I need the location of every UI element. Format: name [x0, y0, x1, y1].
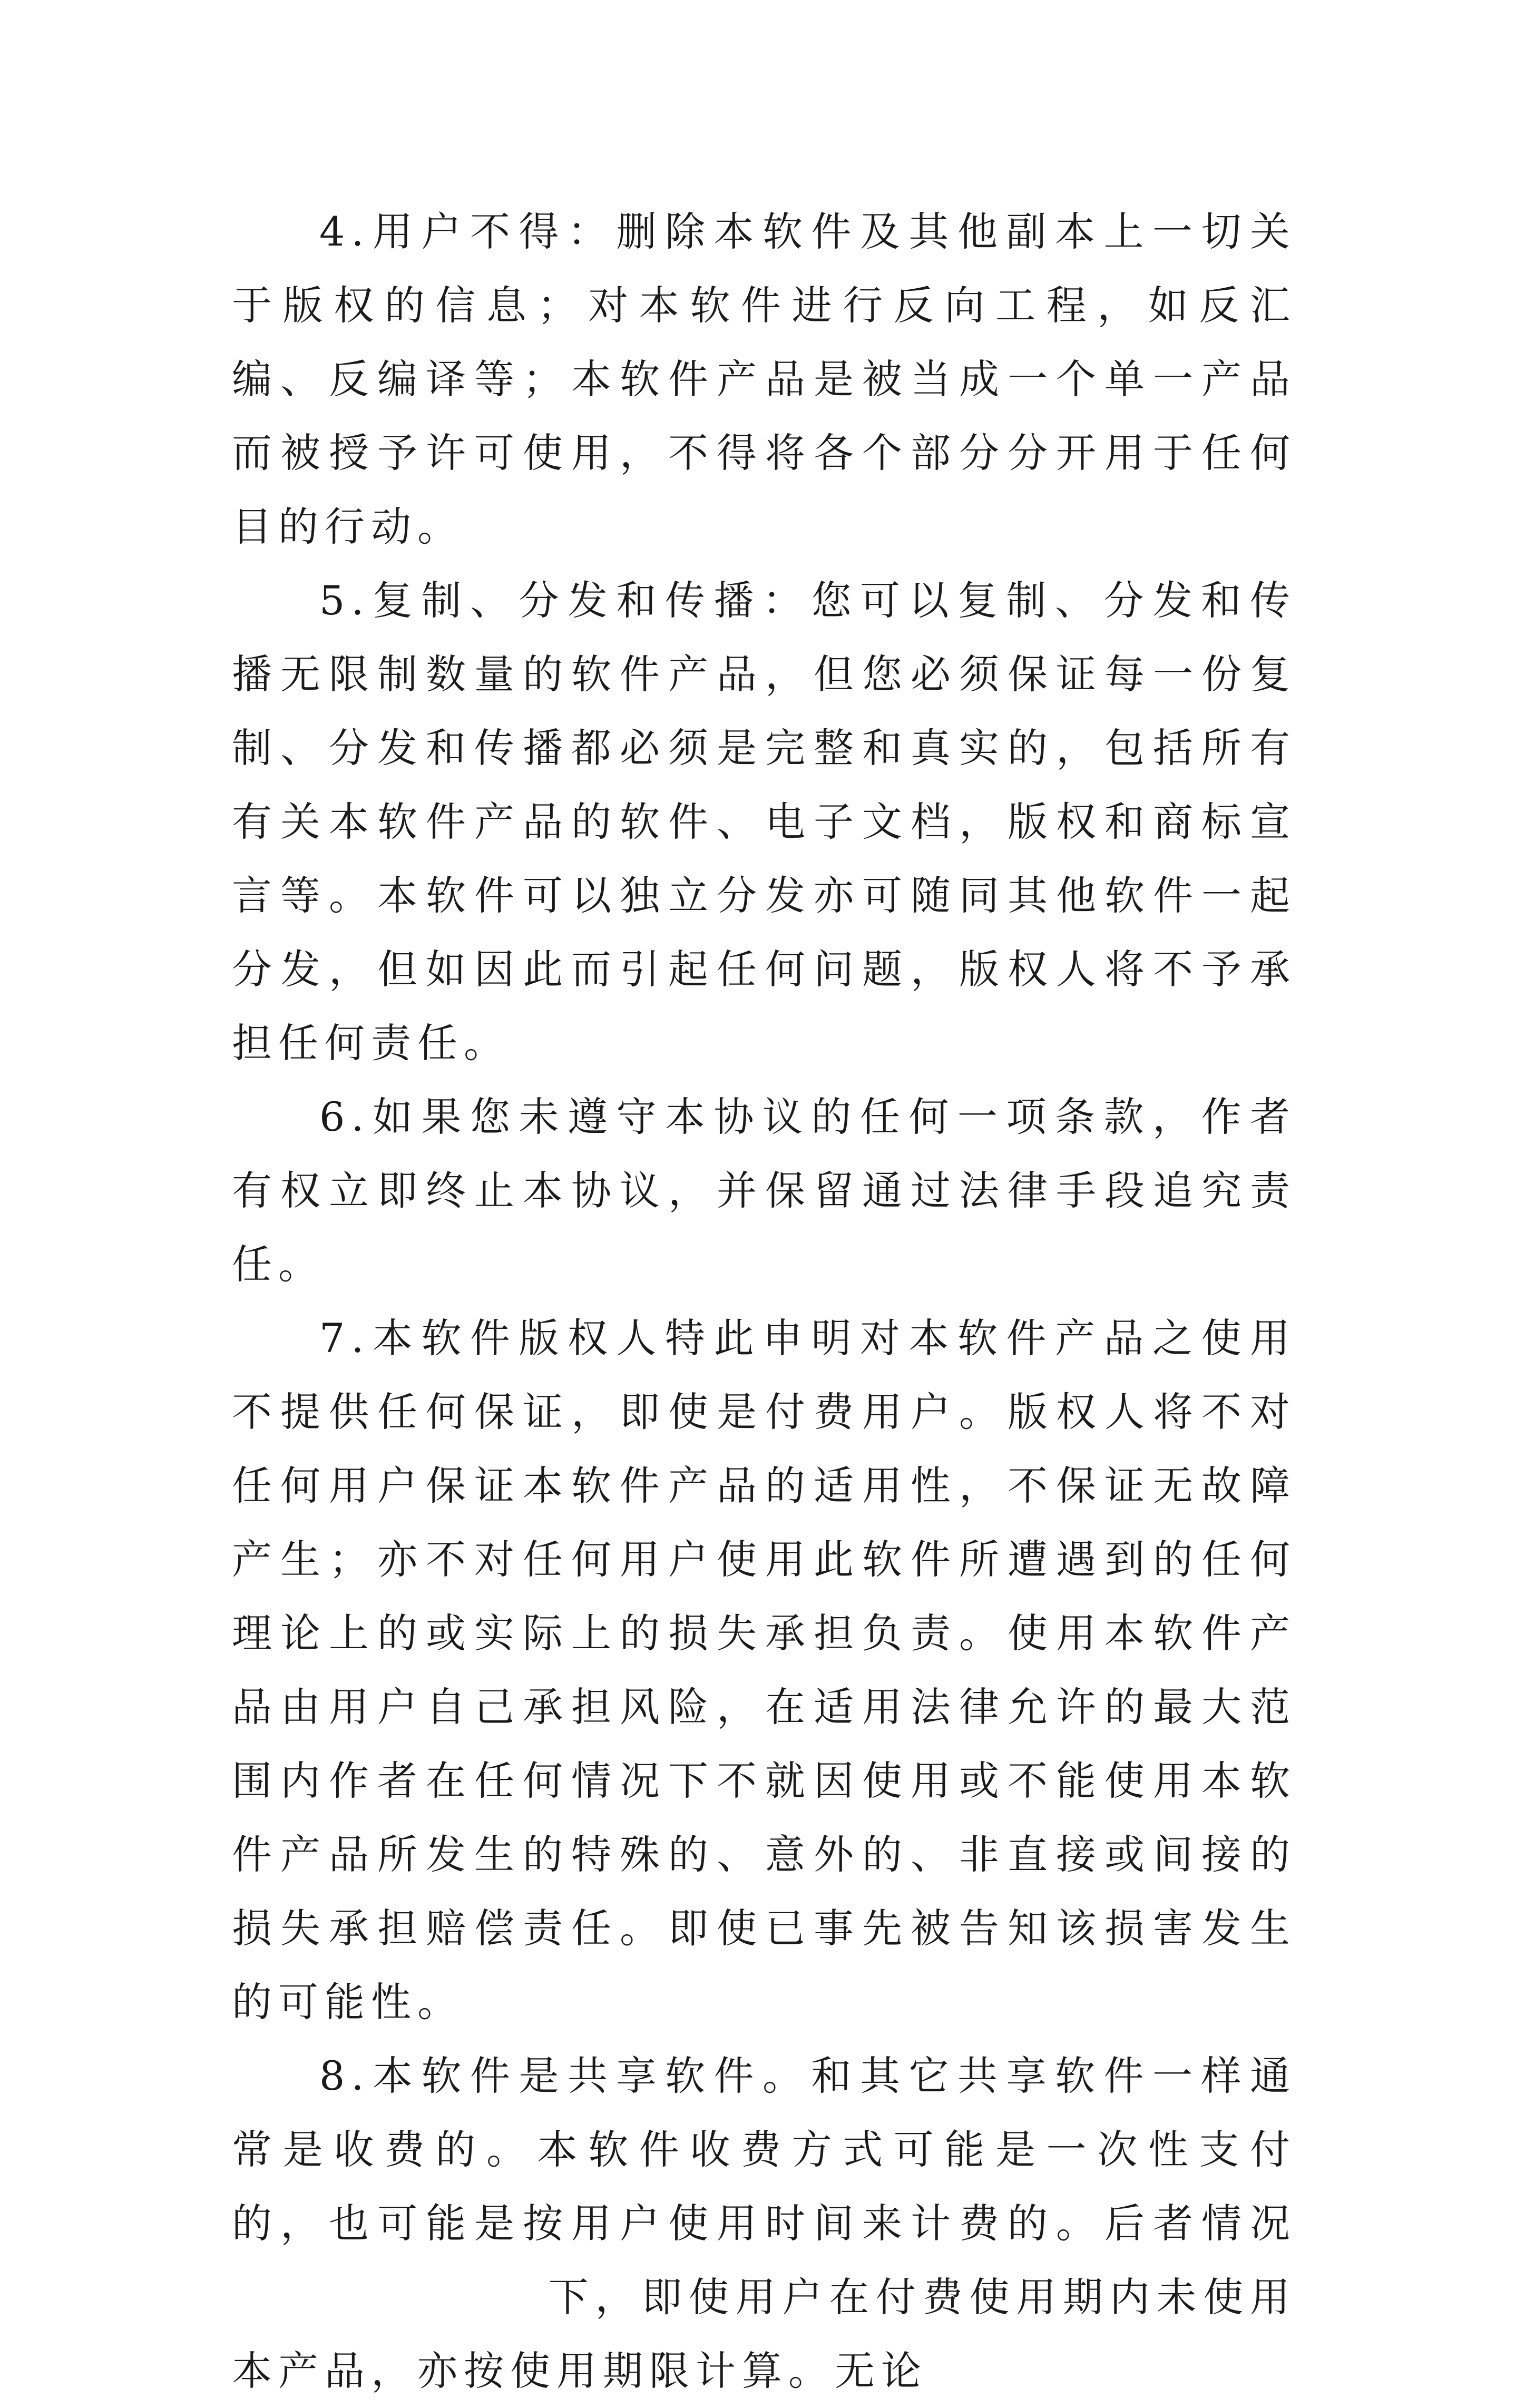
paragraph-7: 7.本软件版权人特此申明对本软件产品之使用不提供任何保证，即使是付费用户。版权人将不对任何用户保证本软件产品的适用性，不保证无故障产生；亦不对任何用户使用此软件所遭遇到的任何理论上的或实际上的损失承担负责。使用本软件产品由用户自己承担风险，在适用法律允许的最大范围内作者在任何情况下不就因使用或不能使用本软件产品所发生的特殊的、意外的、非直接或间接的损失承担赔偿责任。即使已事先被告知该损害发生的可能性。 — [232, 1315, 1296, 2025]
paragraph-8 — [232, 2039, 1296, 2408]
paragraph-8-part-2: 下，即使用户在付费使用期内未使用本产品，亦按使用期限计算。无论 — [232, 2274, 1296, 2394]
document-body — [232, 195, 1296, 2408]
paragraph-4: 4.用户不得：删除本软件及其他副本上一切关于版权的信息；对本软件进行反向工程，如反汇编、反编译等；本软件产品是被当成一个单一产品而被授予许可使用，不得将各个部分分开用于任何目的行动。 — [232, 208, 1296, 550]
paragraph-5: 5.复制、分发和传播：您可以复制、分发和传播无限制数量的软件产品，但您必须保证每一份复制、分发和传播都必须是完整和真实的，包括所有有关本软件产品的软件、电子文档，版权和商标宣言等。本软件可以独立分发亦可随同其他软件一起分发，但如因此而引起任何问题，版权人将不予承担任何责任。 — [232, 577, 1296, 1066]
paragraph-8-part-1: 8.本软件是共享软件。和其它共享软件一样通常是收费的。本软件收费方式可能是一次性支付的，也可能是按用户使用时间来计费的。后者情况 — [232, 2052, 1296, 2247]
paragraph-6: 6.如果您未遵守本协议的任何一项条款，作者有权立即终止本协议，并保留通过法律手段追究责任。 — [232, 1093, 1296, 1288]
